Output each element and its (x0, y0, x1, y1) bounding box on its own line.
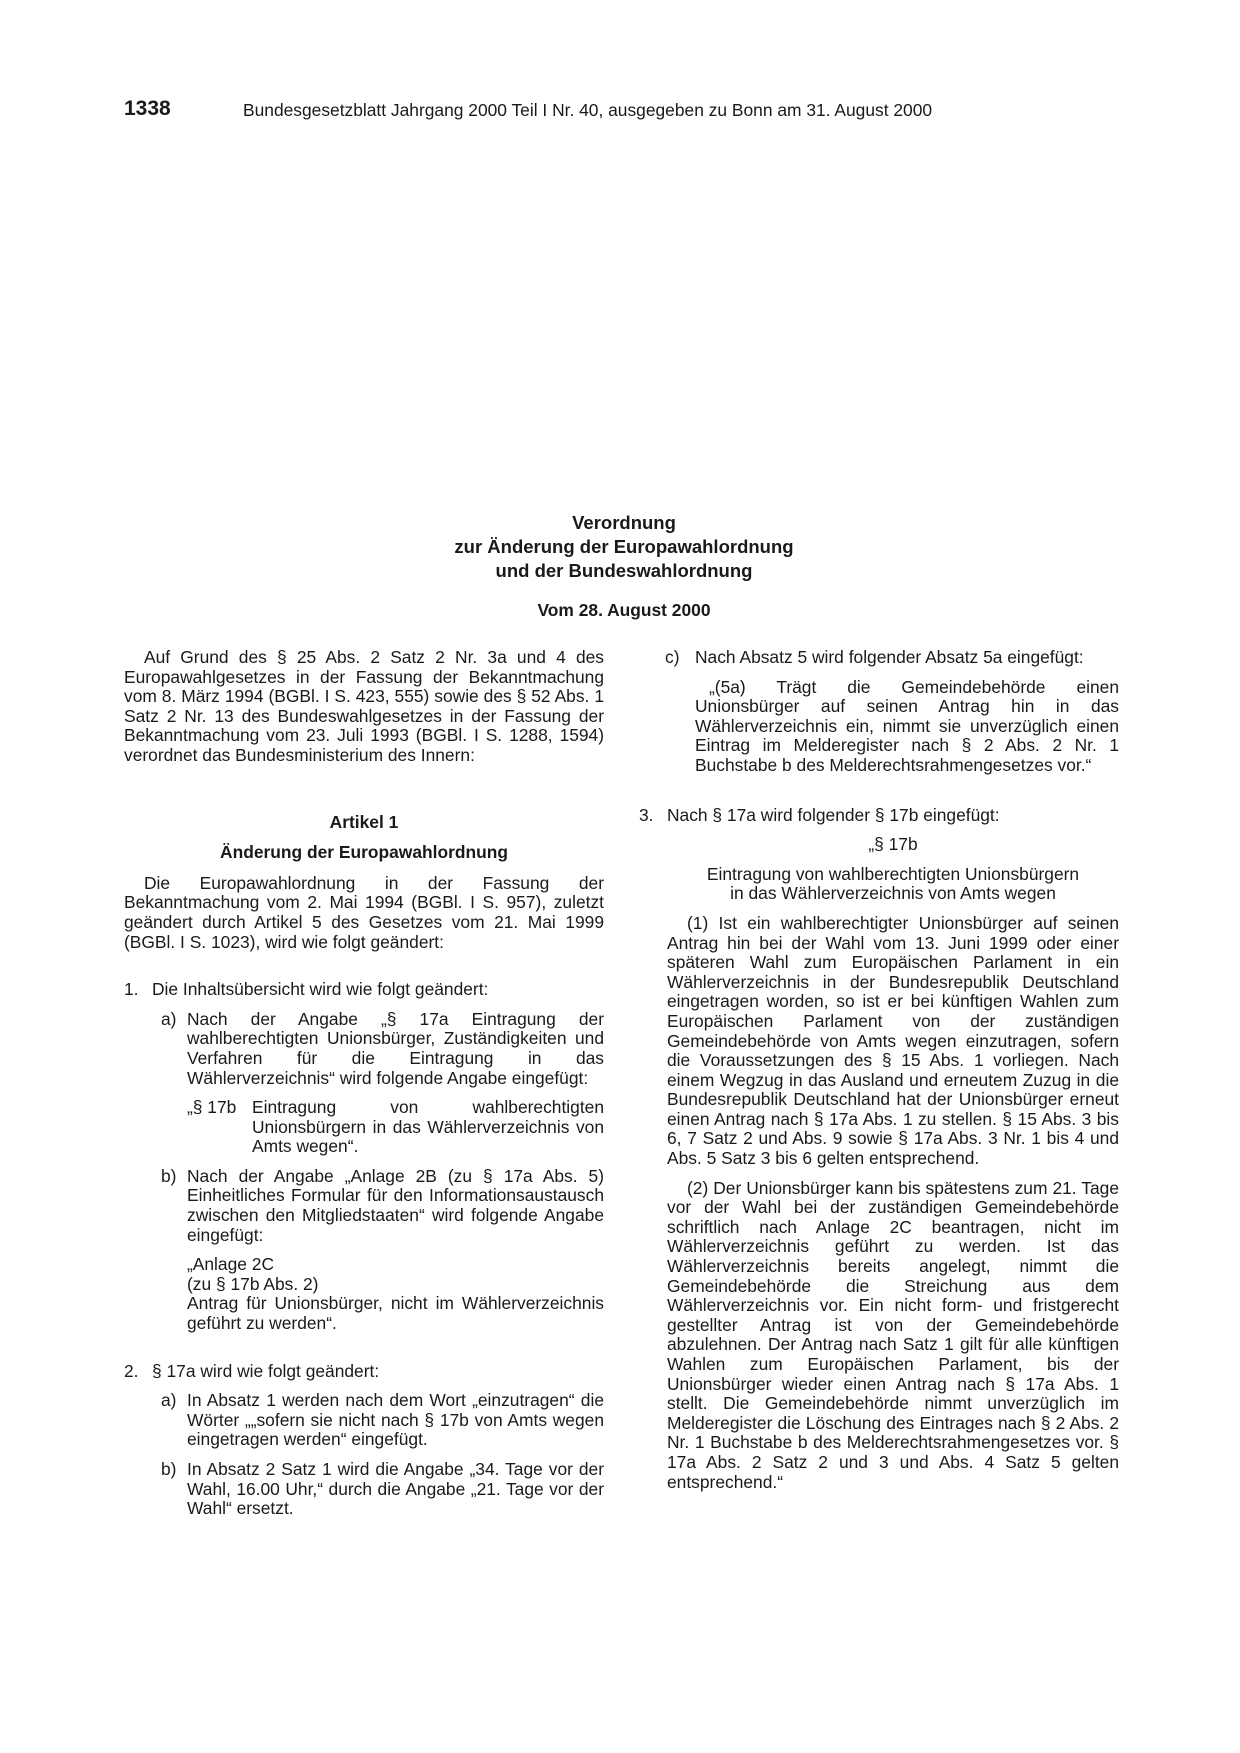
list-item-1 (124, 980, 604, 1000)
quoted-paragraph-5a: „(5a) Trägt die Gemeindebehörde einen Unionsbürger auf seinen Antrag hin in das Wählerverzeichnis ein, nimmt sie unverzüglich einen Eintrag im Melderegister nach § 2 Abs. 2 Nr. 1 Buchstabe b des Melderechtsrahmengesetzes vor.“ (695, 676, 1119, 775)
article-subtitle: Änderung der Europawahlordnung (220, 842, 508, 863)
sub-item-1b (124, 1167, 604, 1245)
sub-item-1a (124, 1010, 604, 1088)
right-column (639, 648, 1119, 1492)
quote-line-1: „Anlage 2C (187, 1254, 275, 1275)
page-number: 1338 (124, 97, 171, 120)
sub-item-2a (124, 1391, 604, 1450)
sub-item-text: Nach Absatz 5 wird folgender Absatz 5a eingefügt: (695, 647, 1084, 667)
quoted-entry-anlage-2c (124, 1255, 604, 1333)
sub-item-text: Nach der Angabe „§ 17a Eintragung der wahlberechtigten Unionsbürger, Zuständigkeiten und Verfahren für die Eintragung in das Wählerverzeichnis“ wird folgende Angabe eingefügt: (187, 1008, 604, 1088)
quoted-entry-17b (124, 1098, 604, 1157)
section-number: „§ 17b (868, 834, 918, 855)
sub-item-text: In Absatz 2 Satz 1 wird die Angabe „34. Tage vor der Wahl, 16.00 Uhr,“ durch die Angabe „21. Tage vor der Wahl“ ersetzt. (187, 1459, 604, 1519)
sub-item-text: Nach der Angabe „Anlage 2B (zu § 17a Abs. 5) Einheitliches Formular für den Informationsaustausch zwischen den Mitgliedstaaten“ wird folgende Angabe eingefügt: (187, 1165, 604, 1245)
sub-marker: a) (161, 1390, 177, 1411)
title-line-3: und der Bundeswahlordnung (495, 560, 753, 581)
sub-marker: c) (665, 647, 680, 667)
sub-item-text: In Absatz 1 werden nach dem Wort „einzutragen“ die Wörter „„sofern sie nicht nach § 17b von Amts wegen eingetragen werden“ eingefügt. (187, 1390, 604, 1450)
section-paragraph-1: (1) Ist ein wahlberechtigter Unionsbürger auf seinen Antrag hin bei der Wahl vom 13. Juni 1999 oder einer späteren Wahl zum Europäischen Parlament in ein Wählerverzeichnis in der Bundesrepublik Deutschland eingetragen worden, so ist er bei künftigen Wahlen zum Europäischen Parlament von der zuständigen Gemeindebehörde von Amts wegen einzutragen, sofern die Voraussetzungen des § 15 Abs. 1 vorliegen. Nach einem Wegzug in das Ausland und erneutem Zuzug in die Bundesrepublik Deutschland hat der Unionsbürger erneut einen Antrag nach § 17a Abs. 1 zu stellen. § 15 Abs. 3 bis 6, 7 Satz 2 und Abs. 9 sowie § 17a Abs. 3 Nr. 1 bis 4 und Abs. 5 Satz 3 bis 6 gelten entsprechend. (667, 912, 1119, 1169)
sub-item-2b (124, 1460, 604, 1519)
section-heading-line-2: in das Wählerverzeichnis von Amts wegen (730, 883, 1056, 904)
section-paragraph-2: (2) Der Unionsbürger kann bis spätestens zum 21. Tage vor der Wahl bei der zuständigen Gemeindebehörde schriftlich nach Anlage 2C beantragen, nicht im Wählerverzeichnis geführt zu werden. Ist das Wählerverzeichnis bereits angelegt, nimmt die Gemeindebehörde die Streichung aus dem Wählerverzeichnis vor. Ein nicht form- und fristgerecht gestellter Antrag ist von der Gemeindebehörde abzulehnen. Der Antrag nach Satz 1 gilt für alle künftigen Wahlen zum Europäischen Parlament, bis der Unionsbürger wieder einen Antrag nach § 17a Abs. 1 stellt. Die Gemeindebehörde nimmt unverzüglich im Melderegister die Löschung des Eintrages nach § 2 Abs. 2 Nr. 1 Buchstabe b des Melderechtsrahmengesetzes vor. § 17a Abs. 2 Satz 2 und 3 und Abs. 4 Satz 5 gelten entsprechend.“ (667, 1177, 1119, 1492)
running-header: Bundesgesetzblatt Jahrgang 2000 Teil I Nr. 40, ausgegeben zu Bonn am 31. August 2000 (243, 100, 933, 120)
list-marker: 3. (639, 804, 654, 825)
quote-line-3: Antrag für Unionsbürger, nicht im Wählerverzeichnis geführt zu werden“. (187, 1293, 604, 1334)
title-line-1: Verordnung (572, 512, 676, 533)
article-intro: Die Europawahlordnung in der Fassung der Bekanntmachung vom 2. Mai 1994 (BGBl. I S. 957), zuletzt geändert durch Artikel 5 des Gesetzes vom 21. Mai 1999 (BGBl. I S. 1023), wird wie folgt geändert: (124, 872, 604, 952)
list-item-text: Die Inhaltsübersicht wird wie folgt geändert: (152, 979, 489, 1000)
list-item-text: Nach § 17a wird folgender § 17b eingefügt: (667, 804, 1000, 825)
list-marker: 1. (124, 979, 139, 1000)
sub-marker: b) (161, 1165, 177, 1186)
quote-marker: „§ 17b (187, 1097, 237, 1118)
section-heading-line-1: Eintragung von wahlberechtigten Unionsbürgern (706, 863, 1080, 884)
sub-item-2c (639, 648, 1119, 668)
list-marker: 2. (124, 1360, 139, 1381)
document-date: Vom 28. August 2000 (537, 600, 711, 620)
document-title (324, 511, 924, 583)
sub-marker: b) (161, 1459, 177, 1479)
quote-line-2: (zu § 17b Abs. 2) (187, 1273, 319, 1294)
title-line-2: zur Änderung der Europawahlordnung (454, 536, 794, 557)
left-column (124, 648, 604, 1519)
list-item-2 (124, 1362, 604, 1382)
list-item-text: § 17a wird wie folgt geändert: (152, 1360, 380, 1381)
quote-text: Eintragung von wahlberechtigten Unionsbürgern in das Wählerverzeichnis von Amts wegen“. (252, 1097, 604, 1157)
article-title: Artikel 1 (329, 811, 399, 832)
preamble: Auf Grund des § 25 Abs. 2 Satz 2 Nr. 3a und 4 des Europawahlgesetzes in der Fassung der Bekanntmachung vom 8. März 1994 (BGBl. I S. 423, 555) sowie des § 52 Abs. 1 Satz 2 Nr. 13 des Bundeswahlgesetzes in der Fassung der Bekanntmachung vom 23. Juli 1993 (BGBl. I S. 1288, 1594) verordnet das Bundesministerium des Innern: (124, 647, 604, 765)
list-item-3 (639, 806, 1119, 826)
sub-marker: a) (161, 1008, 177, 1029)
